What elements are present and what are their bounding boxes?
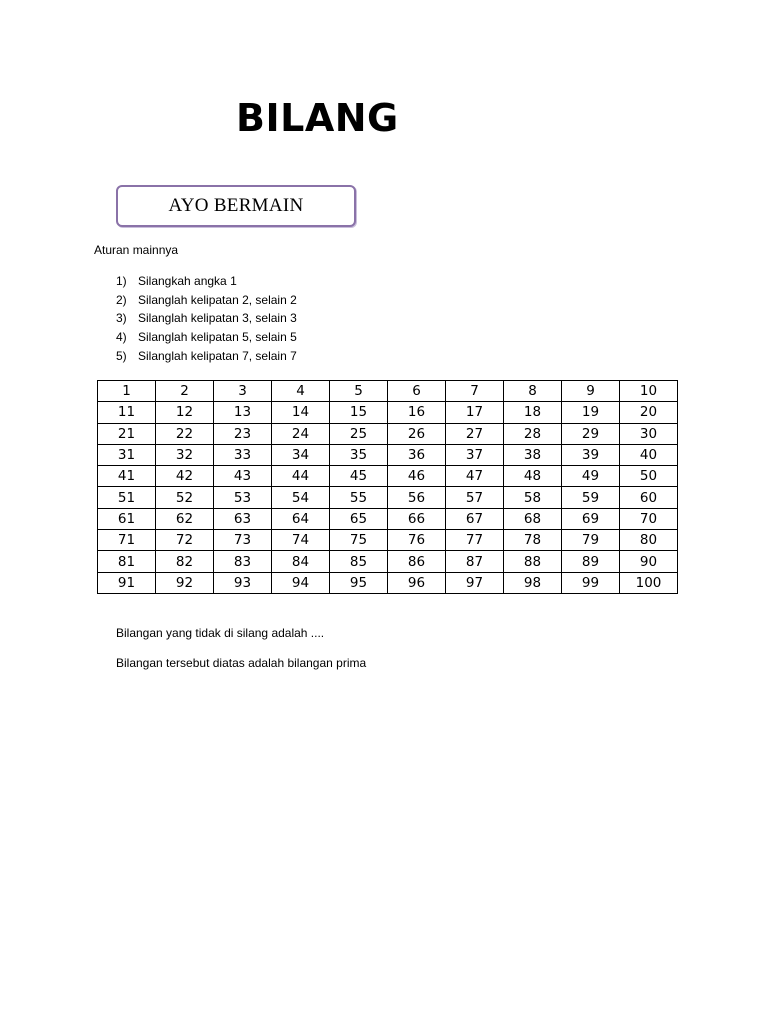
grid-row: [98, 423, 678, 444]
grid-cell[interactable]: 50: [620, 466, 678, 487]
grid-cell[interactable]: 40: [620, 444, 678, 465]
rule-number: 3): [116, 311, 127, 326]
grid-cell[interactable]: 8: [504, 381, 562, 402]
grid-cell[interactable]: 31: [98, 444, 156, 465]
grid-cell[interactable]: 77: [446, 530, 504, 551]
grid-cell[interactable]: 7: [446, 381, 504, 402]
grid-cell[interactable]: 37: [446, 444, 504, 465]
grid-cell[interactable]: 71: [98, 530, 156, 551]
grid-cell[interactable]: 72: [156, 530, 214, 551]
grid-cell[interactable]: 54: [272, 487, 330, 508]
grid-cell[interactable]: 87: [446, 551, 504, 572]
grid-cell[interactable]: 57: [446, 487, 504, 508]
rule-item: [116, 328, 297, 347]
grid-cell[interactable]: 62: [156, 508, 214, 529]
grid-cell[interactable]: 64: [272, 508, 330, 529]
grid-row: [98, 487, 678, 508]
grid-cell[interactable]: 99: [562, 572, 620, 593]
grid-cell[interactable]: 80: [620, 530, 678, 551]
rule-number: 4): [116, 330, 127, 345]
grid-cell[interactable]: 23: [214, 423, 272, 444]
rule-item: [116, 347, 297, 366]
rule-item: [116, 291, 297, 310]
grid-cell[interactable]: 98: [504, 572, 562, 593]
grid-cell[interactable]: 91: [98, 572, 156, 593]
grid-cell[interactable]: 95: [330, 572, 388, 593]
grid-cell[interactable]: 55: [330, 487, 388, 508]
grid-cell[interactable]: 96: [388, 572, 446, 593]
grid-cell[interactable]: 5: [330, 381, 388, 402]
number-grid: [97, 380, 678, 594]
rule-item: [116, 272, 297, 291]
grid-cell[interactable]: 76: [388, 530, 446, 551]
grid-cell[interactable]: 68: [504, 508, 562, 529]
play-banner: [116, 185, 356, 227]
grid-cell[interactable]: 35: [330, 444, 388, 465]
grid-cell[interactable]: 85: [330, 551, 388, 572]
grid-cell[interactable]: 14: [272, 402, 330, 423]
grid-cell[interactable]: 11: [98, 402, 156, 423]
grid-cell[interactable]: 66: [388, 508, 446, 529]
grid-row: [98, 530, 678, 551]
grid-cell[interactable]: 78: [504, 530, 562, 551]
grid-row: [98, 381, 678, 402]
rule-text: Silanglah kelipatan 2, selain 2: [138, 292, 297, 307]
grid-cell[interactable]: 1: [98, 381, 156, 402]
grid-cell[interactable]: 13: [214, 402, 272, 423]
grid-cell[interactable]: 21: [98, 423, 156, 444]
grid-cell[interactable]: 47: [446, 466, 504, 487]
grid-cell[interactable]: 89: [562, 551, 620, 572]
grid-cell[interactable]: 86: [388, 551, 446, 572]
grid-cell[interactable]: 43: [214, 466, 272, 487]
grid-cell[interactable]: 67: [446, 508, 504, 529]
rule-number: 1): [116, 274, 127, 288]
grid-cell[interactable]: 63: [214, 508, 272, 529]
grid-cell[interactable]: 61: [98, 508, 156, 529]
grid-cell[interactable]: 32: [156, 444, 214, 465]
grid-cell[interactable]: 24: [272, 423, 330, 444]
grid-cell[interactable]: 94: [272, 572, 330, 593]
grid-row: [98, 402, 678, 423]
grid-cell[interactable]: 45: [330, 466, 388, 487]
grid-cell[interactable]: 79: [562, 530, 620, 551]
grid-cell[interactable]: 93: [214, 572, 272, 593]
grid-cell[interactable]: 81: [98, 551, 156, 572]
play-banner-label: AYO BERMAIN: [168, 195, 304, 216]
grid-row: [98, 572, 678, 593]
grid-cell[interactable]: 75: [330, 530, 388, 551]
grid-cell[interactable]: 33: [214, 444, 272, 465]
grid-cell[interactable]: 22: [156, 423, 214, 444]
rule-text: Silangkah angka 1: [138, 274, 237, 288]
grid-cell[interactable]: 69: [562, 508, 620, 529]
rule-text: Silanglah kelipatan 7, selain 7: [138, 348, 297, 363]
grid-cell[interactable]: 29: [562, 423, 620, 444]
grid-cell[interactable]: 44: [272, 466, 330, 487]
grid-cell[interactable]: 39: [562, 444, 620, 465]
grid-cell[interactable]: 15: [330, 402, 388, 423]
grid-cell[interactable]: 73: [214, 530, 272, 551]
grid-cell[interactable]: 25: [330, 423, 388, 444]
grid-row: [98, 466, 678, 487]
grid-cell[interactable]: 65: [330, 508, 388, 529]
rules-list: [116, 272, 297, 365]
rule-text: Silanglah kelipatan 5, selain 5: [138, 330, 297, 345]
number-grid-body: [98, 381, 678, 594]
grid-cell[interactable]: 19: [562, 402, 620, 423]
grid-cell[interactable]: 90: [620, 551, 678, 572]
grid-cell[interactable]: 97: [446, 572, 504, 593]
grid-cell[interactable]: 18: [504, 402, 562, 423]
grid-cell[interactable]: 46: [388, 466, 446, 487]
grid-cell[interactable]: 6: [388, 381, 446, 402]
grid-cell[interactable]: 4: [272, 381, 330, 402]
grid-cell[interactable]: 38: [504, 444, 562, 465]
grid-cell[interactable]: 9: [562, 381, 620, 402]
grid-cell[interactable]: 84: [272, 551, 330, 572]
grid-cell[interactable]: 2: [156, 381, 214, 402]
grid-cell[interactable]: 59: [562, 487, 620, 508]
grid-cell[interactable]: 30: [620, 423, 678, 444]
grid-cell[interactable]: 27: [446, 423, 504, 444]
grid-cell[interactable]: 26: [388, 423, 446, 444]
grid-cell[interactable]: 10: [620, 381, 678, 402]
grid-cell[interactable]: 48: [504, 466, 562, 487]
rule-number: 5): [116, 348, 127, 363]
grid-cell[interactable]: 82: [156, 551, 214, 572]
grid-cell[interactable]: 3: [214, 381, 272, 402]
grid-cell[interactable]: 88: [504, 551, 562, 572]
rule-item: [116, 309, 297, 328]
grid-cell[interactable]: 36: [388, 444, 446, 465]
grid-cell[interactable]: 49: [562, 466, 620, 487]
grid-cell[interactable]: 51: [98, 487, 156, 508]
grid-cell[interactable]: 92: [156, 572, 214, 593]
grid-cell[interactable]: 42: [156, 466, 214, 487]
grid-cell[interactable]: 56: [388, 487, 446, 508]
grid-cell[interactable]: 12: [156, 402, 214, 423]
grid-cell[interactable]: 100: [620, 572, 678, 593]
grid-cell[interactable]: 58: [504, 487, 562, 508]
grid-cell[interactable]: 17: [446, 402, 504, 423]
grid-cell[interactable]: 70: [620, 508, 678, 529]
question-text: Bilangan yang tidak di silang adalah ....: [116, 626, 325, 640]
grid-row: [98, 444, 678, 465]
grid-cell[interactable]: 20: [620, 402, 678, 423]
grid-cell[interactable]: 83: [214, 551, 272, 572]
grid-cell[interactable]: 52: [156, 487, 214, 508]
grid-cell[interactable]: 34: [272, 444, 330, 465]
grid-cell[interactable]: 41: [98, 466, 156, 487]
conclusion-text: Bilangan tersebut diatas adalah bilangan prima: [116, 656, 367, 670]
grid-cell[interactable]: 74: [272, 530, 330, 551]
grid-row: [98, 551, 678, 572]
grid-row: [98, 508, 678, 529]
grid-cell[interactable]: 28: [504, 423, 562, 444]
rule-number: 2): [116, 292, 127, 307]
grid-cell[interactable]: 60: [620, 487, 678, 508]
page-title: BILANG: [236, 96, 399, 140]
grid-cell[interactable]: 53: [214, 487, 272, 508]
grid-cell[interactable]: 16: [388, 402, 446, 423]
rules-heading: Aturan mainnya: [94, 243, 179, 257]
rule-text: Silanglah kelipatan 3, selain 3: [138, 311, 297, 326]
